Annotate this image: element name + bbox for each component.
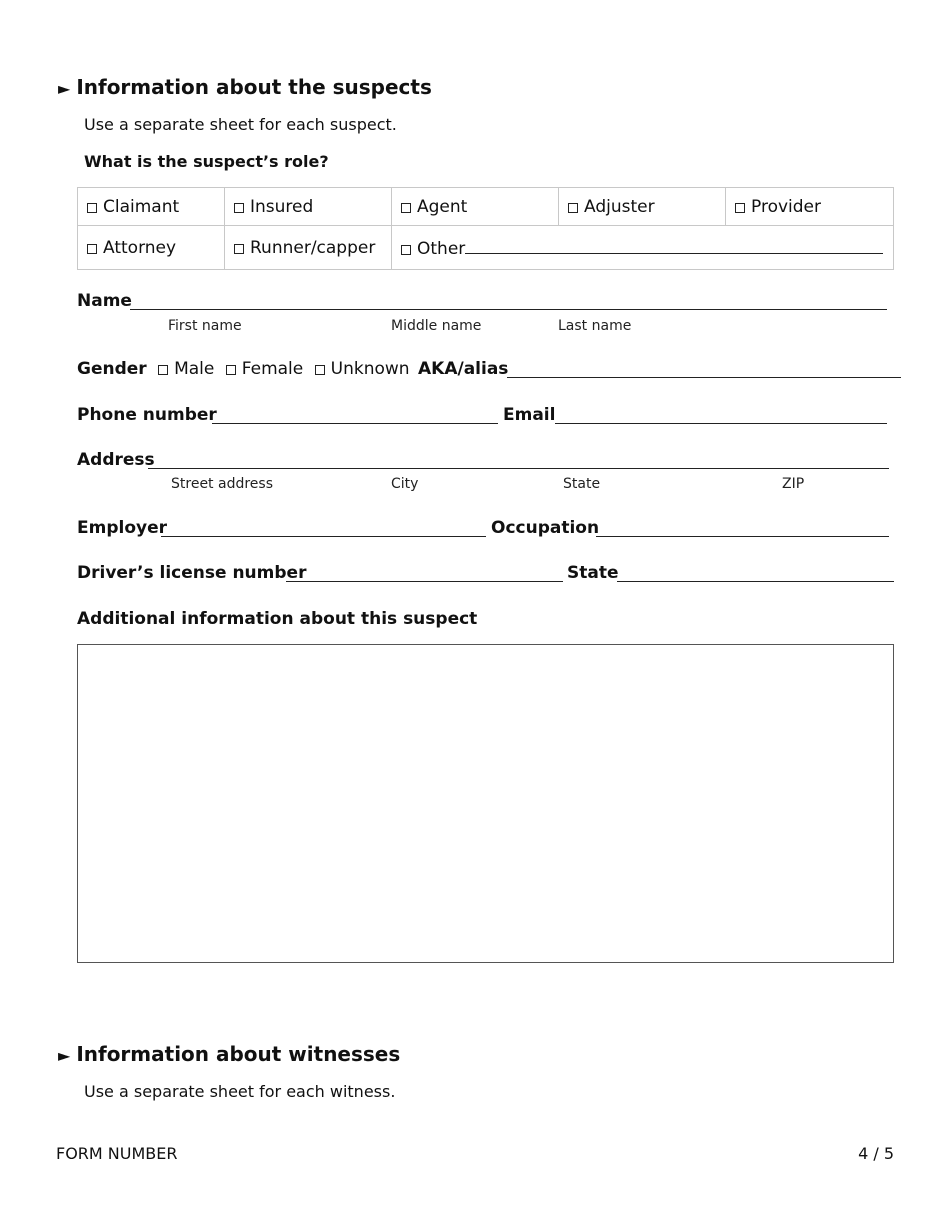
aka-input[interactable] xyxy=(507,377,901,378)
checkbox-icon[interactable] xyxy=(401,245,411,255)
phone-input[interactable] xyxy=(212,423,498,424)
role-provider[interactable]: Provider xyxy=(726,188,894,226)
checkbox-icon[interactable] xyxy=(735,203,745,213)
checkbox-icon[interactable] xyxy=(234,244,244,254)
name-input[interactable] xyxy=(130,309,887,310)
checkbox-icon[interactable] xyxy=(158,365,168,375)
checkbox-icon[interactable] xyxy=(226,365,236,375)
license-label: Driver’s license number xyxy=(77,563,307,583)
triangle-right-icon: ► xyxy=(58,1046,71,1065)
role-insured[interactable]: Insured xyxy=(225,188,392,226)
gender-male-option[interactable]: Male xyxy=(158,359,214,379)
additional-info-label: Additional information about this suspect xyxy=(77,609,478,629)
employer-label: Employer xyxy=(77,518,167,538)
role-claimant[interactable]: Claimant xyxy=(78,188,225,226)
checkbox-icon[interactable] xyxy=(87,203,97,213)
middle-name-sublabel: Middle name xyxy=(391,318,482,334)
role-adjuster[interactable]: Adjuster xyxy=(559,188,726,226)
address-label: Address xyxy=(77,450,155,470)
license-state-label: State xyxy=(567,563,619,583)
checkbox-icon[interactable] xyxy=(87,244,97,254)
role-attorney[interactable]: Attorney xyxy=(78,226,225,270)
first-name-sublabel: First name xyxy=(168,318,242,334)
checkbox-icon[interactable] xyxy=(234,203,244,213)
aka-label: AKA/alias xyxy=(418,359,509,379)
license-input[interactable] xyxy=(286,581,563,582)
occupation-label: Occupation xyxy=(491,518,600,538)
page-number: 4 / 5 xyxy=(858,1144,894,1163)
gender-unknown-option[interactable]: Unknown xyxy=(315,359,410,379)
checkbox-icon[interactable] xyxy=(568,203,578,213)
license-state-input[interactable] xyxy=(617,581,894,582)
role-runner-capper[interactable]: Runner/capper xyxy=(225,226,392,270)
role-question: What is the suspect’s role? xyxy=(84,152,329,171)
employer-input[interactable] xyxy=(161,536,486,537)
zip-sublabel: ZIP xyxy=(782,476,805,492)
email-input[interactable] xyxy=(555,423,887,424)
gender-row: Gender Male Female Unknown xyxy=(77,359,410,379)
role-options-table xyxy=(77,187,894,270)
checkbox-icon[interactable] xyxy=(315,365,325,375)
other-role-input[interactable] xyxy=(465,237,883,254)
gender-female-option[interactable]: Female xyxy=(226,359,303,379)
suspects-instruction: Use a separate sheet for each suspect. xyxy=(84,115,397,134)
triangle-right-icon: ► xyxy=(58,79,71,98)
occupation-input[interactable] xyxy=(596,536,889,537)
street-address-sublabel: Street address xyxy=(171,476,273,492)
role-other[interactable]: Other xyxy=(392,226,894,270)
address-input[interactable] xyxy=(148,468,889,469)
additional-info-textarea[interactable] xyxy=(77,644,894,963)
form-number: FORM NUMBER xyxy=(56,1144,178,1163)
checkbox-icon[interactable] xyxy=(401,203,411,213)
witnesses-instruction: Use a separate sheet for each witness. xyxy=(84,1082,396,1101)
name-label: Name xyxy=(77,291,132,311)
city-sublabel: City xyxy=(391,476,419,492)
state-sublabel: State xyxy=(563,476,601,492)
role-agent[interactable]: Agent xyxy=(392,188,559,226)
suspects-section-heading: ► Information about the suspects xyxy=(58,75,432,99)
email-label: Email xyxy=(503,405,556,425)
phone-label: Phone number xyxy=(77,405,217,425)
last-name-sublabel: Last name xyxy=(558,318,632,334)
witnesses-section-heading: ► Information about witnesses xyxy=(58,1042,401,1066)
